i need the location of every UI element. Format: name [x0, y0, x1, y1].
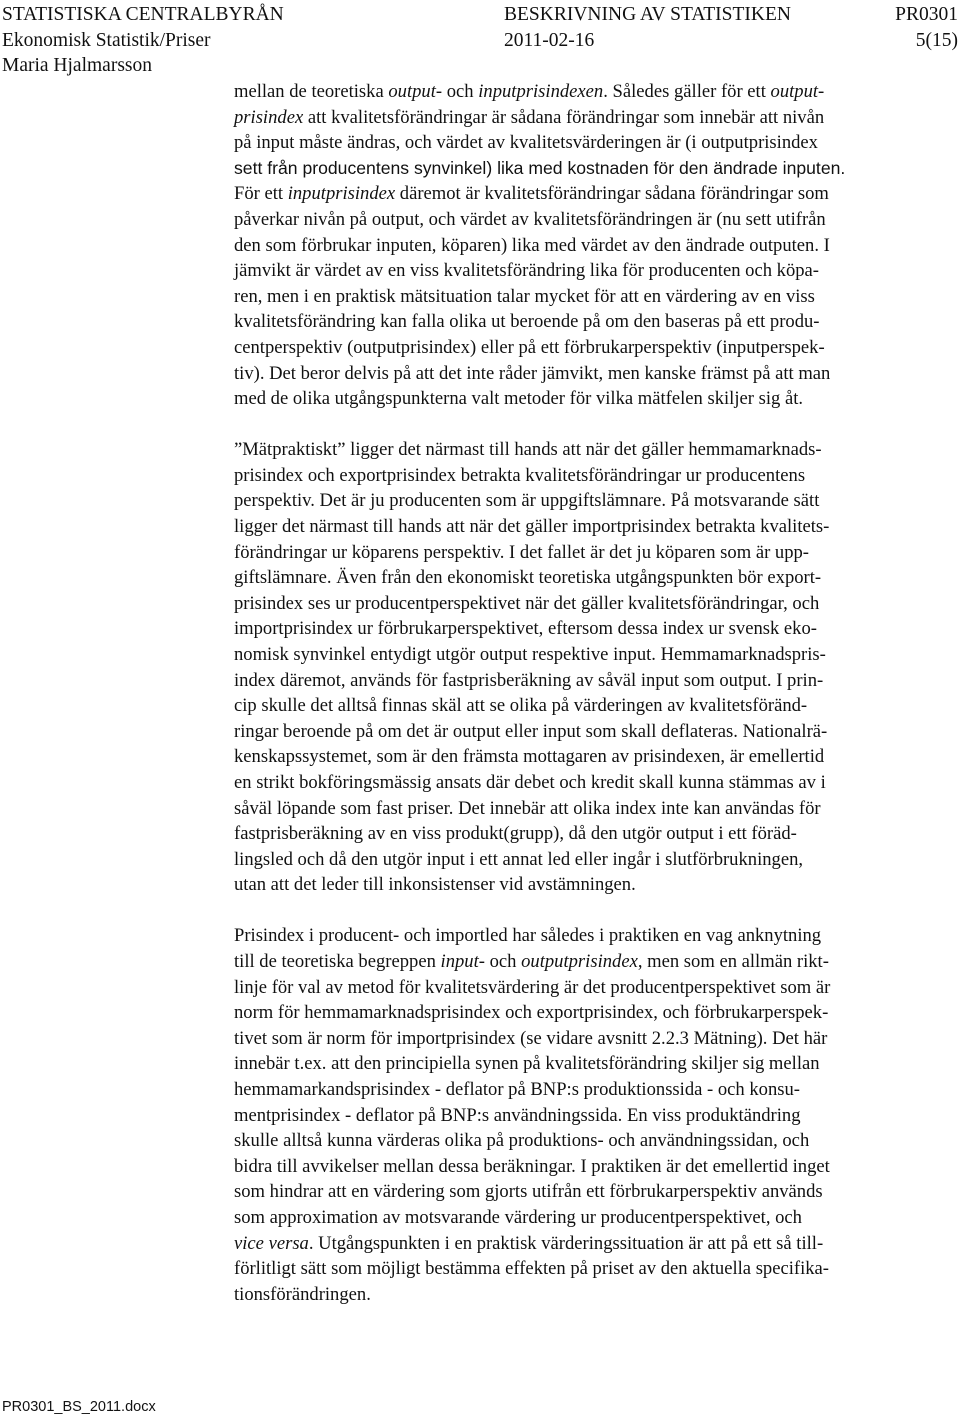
paragraph-3 — [234, 923, 942, 1307]
document-code: PR0301 — [895, 4, 958, 25]
p1-italic-term-3: output- prisindex — [234, 81, 825, 128]
header-row-2 — [2, 28, 958, 54]
p3-italic-term-2: outputprisindex — [521, 951, 638, 972]
p1-text-b: och — [442, 81, 479, 102]
page-number: 5(15) — [915, 29, 958, 51]
p1-text-f: däremot är kvalitetsförändringar sådana förändringar som påverkar nivån på output, och värdet av kvalitetsförändringen är (nu sett utifrån den som förbrukar inputen, köparen) lika med värdet av den ändrade outputen. I jämvikt är värdet av en viss kvalitetsförändring lika för producenten och köpa- ren, men i en praktisk mätsituation talar mycket för att en värdering av en viss kvalitetsförändring kan falla olika ut beroende på om den baseras på ett produ- centperspektiv (outputprisindex) eller på ett förbrukarperspektiv (inputperspek- tiv). Det beror delvis på att det inte råder jämvikt, men kanske främst på att man med de olika utgångspunkterna valt metoder för vilka mätfelen skiljer sig åt. — [234, 183, 831, 410]
p1-sans-line: sett från producentens synvinkel) lika med kostnaden för den ändrade inputen. — [234, 157, 846, 178]
p3-italic-term-3: vice versa — [234, 1232, 309, 1254]
p3-text-d: . Utgångspunkten i en praktisk värderingssituation är att på ett så till- förlitligt sätt som möjligt bestämma effekten på priset av den aktuella specifika- tionsförändringen. — [234, 1232, 829, 1305]
header-row-3 — [2, 53, 958, 79]
header-row-1 — [2, 2, 958, 28]
p3-text-b: och — [484, 951, 522, 972]
document-body — [234, 79, 942, 1333]
p1-text-e: För ett — [234, 183, 284, 205]
paragraph-1 — [234, 79, 942, 412]
p3-italic-term-1: input- — [440, 951, 485, 972]
p3-text-c: , men som en allmän rikt- linje för val av metod för kvalitetsvärdering är det producentperspektivet som är norm för hemmamarknadsprisindex och exportprisindex, och förbrukarperspek- tivet som är norm för importprisindex (se vidare avsnitt 2.2.3 Mätning). Det här innebär t.ex. att den principiella synen på kvalitetsförändring skiljer sig mellan hemmamarkandsprisindex - deflator på BNP:s produktionssida - och konsu- mentprisindex - deflator på BNP:s användningssida. En viss produktändring skulle alltså kunna värderas olika på produktions- och användningssidan, och bidra till avvikelser mellan dessa beräkningar. I praktiken är det emellertid inget som hindrar att en värdering som gjorts utifrån ett förbrukarperspektiv används som approximation av motsvarande värdering ur producentperspektivet, och — [234, 951, 831, 1228]
p1-text-c: . Således gäller för ett — [603, 81, 771, 102]
document-date: 2011-02-16 — [504, 29, 595, 51]
paragraph-2: ”Mätpraktiskt” ligger det närmast till hands att när det gäller hemmamarknads- prisindex och exportprisindex betrakta kvalitetsförändringar ur producentens perspektiv. Det är ju producenten som är uppgiftslämnare. På motsvarande sätt ligger det närmast till hands att när det gäller importprisindex betrakta kvalitets- förändringar ur köparens perspektiv. I det fallet är det ju köparen som är upp- giftslämnare. Även från den ekonomiskt teoretiska utgångspunkten bör export- prisindex ses ur producentperspektivet när det gäller kvalitetsförändringar, och importprisindex ur förbrukarperspektivet, eftersom dessa index ur svensk eko- nomisk synvinkel entydigt utgör output respektive input. Hemmamarknadspris- index däremot, används för fastprisberäkning av såväl input som output. I prin- cip skulle det alltså finnas skäl att se olika på värderingen av kvalitetsföränd- ringar beroende på om det är output eller input som skall deflateras. Nationalrä- kenskapssystemet, som är den främsta mottagaren av prisindexen, är emellertid en strikt bokföringsmässig ansats där debet och kredit skall kunna stämmas av i såväl löpande som fast priser. Det innebär att olika index inte kan användas för fastprisberäkning av en viss produkt(grupp), då den utgör output i ett föräd- lingsled och då den utgör input i ett annat led eller ingår i slutförbrukningen, utan att det leder till inkonsistenser vid avstämningen. — [234, 439, 830, 896]
p1-text-a: mellan de teoretiska — [234, 81, 389, 102]
page-header — [2, 2, 958, 79]
org-name: STATISTISKA CENTRALBYRÅN — [2, 4, 284, 25]
p1-italic-term-4: inputprisindex — [287, 183, 396, 205]
footer-filename: PR0301_BS_2011.docx — [2, 1399, 156, 1415]
document-type: BESKRIVNING AV STATISTIKEN — [504, 4, 791, 25]
p1-text-d: att kvalitetsförändringar är sådana förändringar som innebär att nivån på input måste ändras, och värdet av kvalitetsvärderingen är (i outputprisindex — [234, 106, 825, 154]
author-name: Maria Hjalmarsson — [2, 55, 153, 76]
p1-italic-term-2: inputprisindexen — [478, 81, 604, 102]
p3-text-a: Prisindex i producent- och importled har således i praktiken en vag anknytning till de teoretiska begreppen — [234, 925, 822, 972]
p1-italic-term-1: output- — [388, 81, 443, 102]
department: Ekonomisk Statistik/Priser — [2, 29, 211, 51]
